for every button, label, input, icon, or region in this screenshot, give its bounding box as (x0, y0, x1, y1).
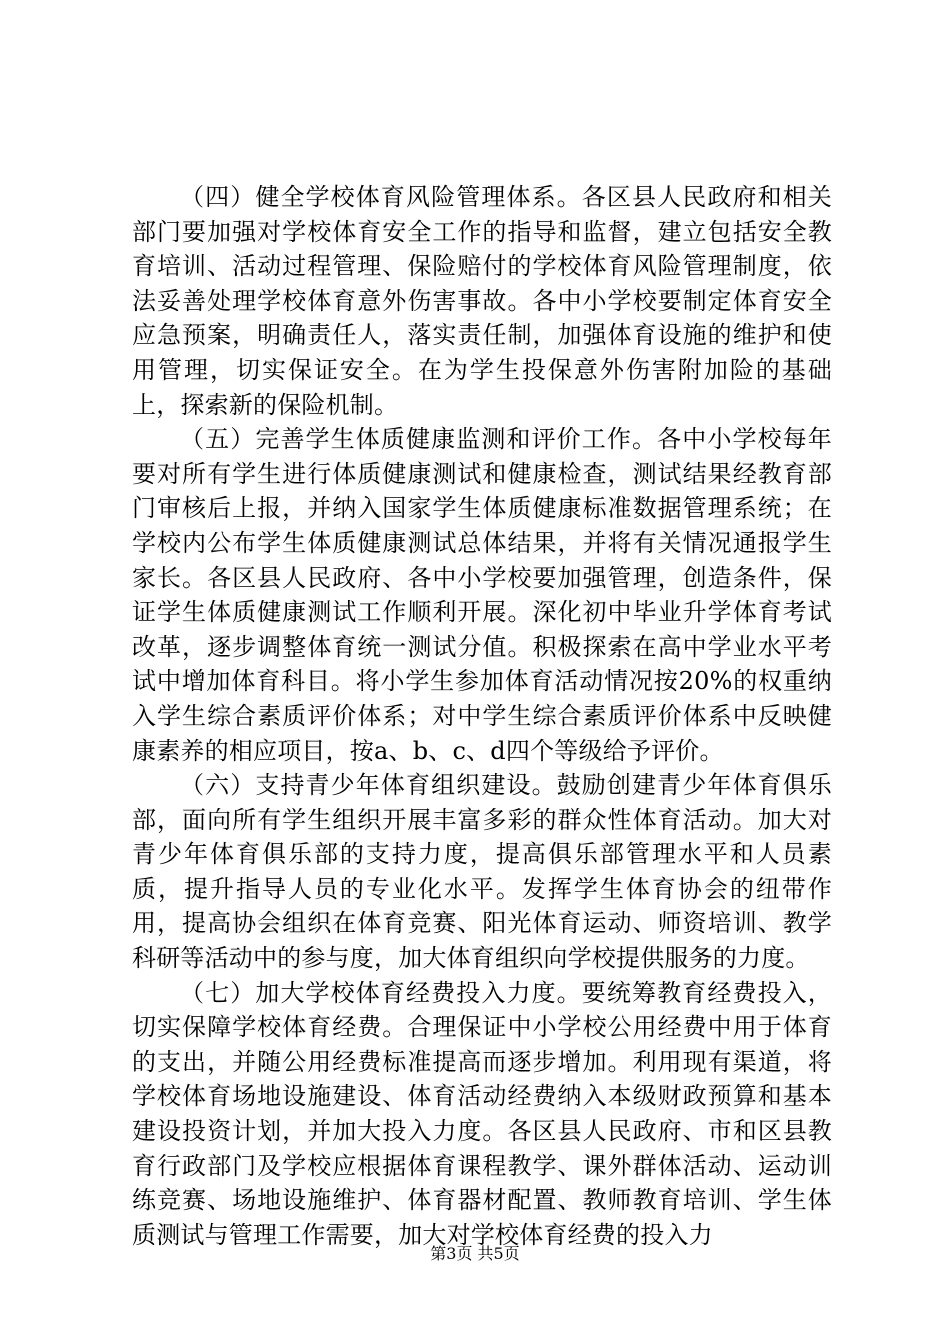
paragraph-youth-organizations: （六）支持青少年体育组织建设。鼓励创建青少年体育俱乐部，面向所有学生组织开展丰富多彩的群众性体育活动。加大对青少年体育俱乐部的支持力度，提高俱乐部管理水平和人员素质，提升指导人员的专业化水平。发挥学生体育协会的纽带作用，提高协会组织在体育竞赛、阳光体育运动、师资培训、教学科研等活动中的参与度，加大体育组织向学校提供服务的力度。 (132, 771, 832, 973)
page-number-footer: 第3页 共5页 (430, 1244, 520, 1263)
paragraph-health-monitoring: （五）完善学生体质健康监测和评价工作。各中小学校每年要对所有学生进行体质健康测试和健康检查，测试结果经教育部门审核后上报，并纳入国家学生体质健康标准数据管理系统；在学校内公布学生体质健康测试总体结果，并将有关情况通报学生家长。各区县人民政府、各中小学校要加强管理，创造条件，保证学生体质健康测试工作顺利开展。深化初中毕业升学体育考试改革，逐步调整体育统一测试分值。积极探索在高中学业水平考试中增加体育科目。将小学生参加体育活动情况按20%的权重纳入学生综合素质评价体系；对中学生综合素质评价体系中反映健康素养的相应项目，按a、b、c、d四个等级给予评价。 (132, 425, 832, 765)
document-body (132, 180, 832, 1252)
paragraph-funding: （七）加大学校体育经费投入力度。要统筹教育经费投入，切实保障学校体育经费。合理保证中小学校公用经费中用于体育的支出，并随公用经费标准提高而逐步增加。利用现有渠道，将学校体育场地设施建设、体育活动经费纳入本级财政预算和基本建设投资计划，并加大投入力度。各区县人民政府、市和区县教育行政部门及学校应根据体育课程教学、课外群体活动、运动训练竞赛、场地设施维护、体育器材配置、教师教育培训、学生体质测试与管理工作需要，加大对学校体育经费的投入力 (132, 978, 832, 1249)
paragraph-risk-management: （四）健全学校体育风险管理体系。各区县人民政府和相关部门要加强对学校体育安全工作的指导和监督，建立包括安全教育培训、活动过程管理、保险赔付的学校体育风险管理制度，依法妥善处理学校体育意外伤害事故。各中小学校要制定体育安全应急预案，明确责任人，落实责任制，加强体育设施的维护和使用管理，切实保证安全。在为学生投保意外伤害附加险的基础上，探索新的保险机制。 (132, 183, 832, 419)
